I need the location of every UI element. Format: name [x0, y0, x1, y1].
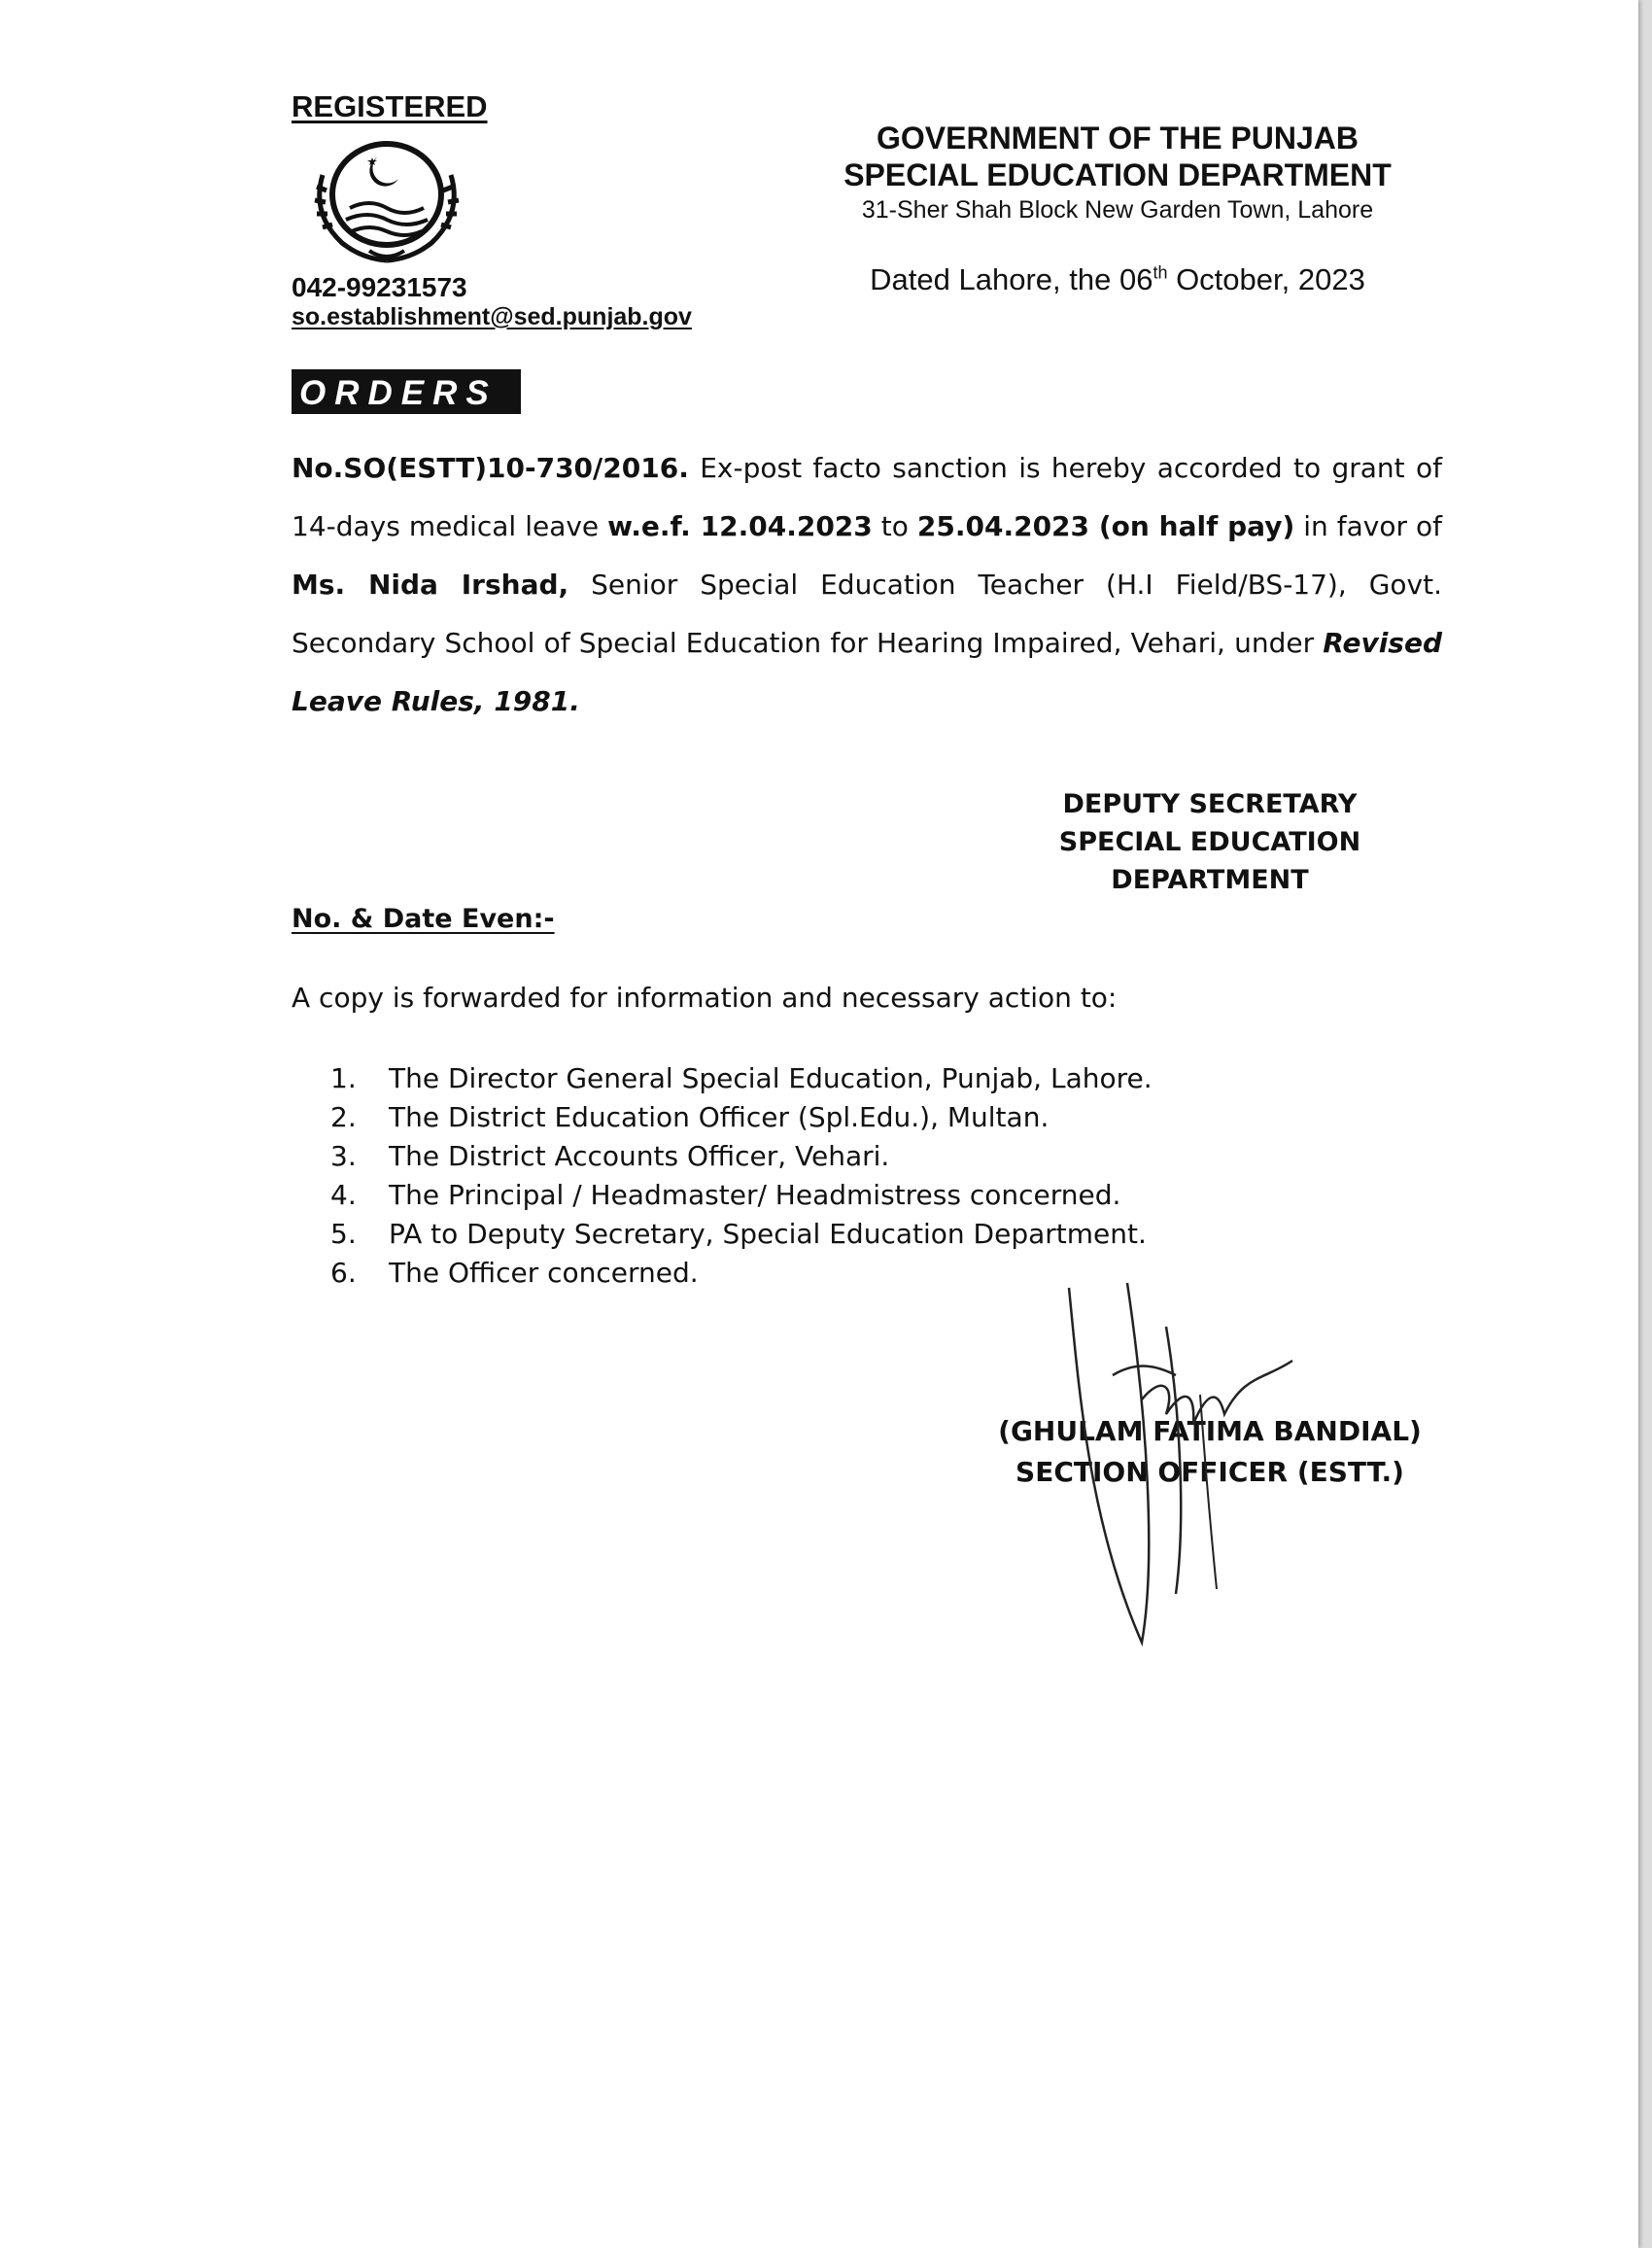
order-text-1: Ex-post facto sanction is hereby accorded to grant of 14-days medical leave: [292, 452, 1442, 542]
order-body: [292, 439, 1442, 731]
list-item: [330, 1215, 1153, 1254]
list-item-number: 6.: [330, 1257, 357, 1289]
order-wef: w.e.f. 12.04.2023: [607, 510, 873, 542]
list-item: [330, 1059, 1153, 1098]
punjab-emblem-icon: [301, 136, 472, 272]
list-item-number: 4.: [330, 1179, 357, 1211]
no-date-even: No. & Date Even:-: [292, 904, 555, 934]
list-item-text: The Principal / Headmaster/ Headmistress concerned.: [389, 1179, 1121, 1211]
list-item-text: The Director General Special Education, Punjab, Lahore.: [389, 1062, 1153, 1094]
department-heading: SPECIAL EDUCATION DEPARTMENT: [843, 157, 1392, 192]
order-text-to: to: [872, 510, 917, 542]
dated-superscript: th: [1153, 262, 1168, 283]
list-item: [330, 1098, 1153, 1137]
handwritten-signature: [1050, 1268, 1312, 1657]
section-officer-name: (GHULAM FATIMA BANDIAL): [998, 1415, 1422, 1447]
recipient-list: [330, 1059, 1153, 1293]
list-item-number: 5.: [330, 1218, 357, 1250]
deputy-secretary-line-3: DEPARTMENT: [1111, 865, 1309, 895]
deputy-secretary-block: [1020, 785, 1399, 899]
list-item-number: 2.: [330, 1101, 357, 1133]
list-item-number: 1.: [330, 1062, 357, 1094]
government-heading: GOVERNMENT OF THE PUNJAB: [876, 121, 1359, 156]
order-ref-no: No.SO(ESTT)10-730/2016.: [292, 452, 689, 484]
deputy-secretary-line-2: SPECIAL EDUCATION: [1058, 827, 1361, 857]
dated-line: [807, 262, 1428, 297]
list-item: [330, 1176, 1153, 1215]
list-item: [330, 1254, 1153, 1293]
list-item-text: The Officer concerned.: [389, 1257, 699, 1289]
list-item-text: PA to Deputy Secretary, Special Education Department.: [389, 1218, 1147, 1250]
list-item-text: The District Education Officer (Spl.Edu.), Multan.: [389, 1101, 1050, 1133]
orders-heading: ORDERS: [292, 369, 521, 414]
section-officer-title: SECTION OFFICER (ESTT.): [1015, 1456, 1404, 1488]
dated-prefix: Dated Lahore, the 06: [870, 262, 1153, 296]
list-item-number: 3.: [330, 1140, 357, 1172]
order-employee-name: Ms. Nida Irshad,: [292, 569, 569, 601]
deputy-secretary-line-1: DEPUTY SECRETARY: [1062, 789, 1358, 819]
registered-label: REGISTERED: [292, 89, 488, 123]
department-address: 31-Sher Shah Block New Garden Town, Lahore: [861, 196, 1374, 224]
order-end-date: 25.04.2023 (on half pay): [916, 510, 1295, 542]
phone-number: 042-99231573: [292, 272, 467, 302]
list-item: [330, 1137, 1153, 1176]
dated-suffix: October, 2023: [1167, 262, 1365, 296]
order-text-3: Senior Special Education Teacher (H.I Field/BS-17), Govt. Secondary School of Special Education for Hearing Impaired, Vehari, under: [292, 569, 1442, 659]
copy-forward-intro: A copy is forwarded for information and necessary action to:: [292, 982, 1118, 1014]
order-text-2: in favor of: [1294, 510, 1442, 542]
order-rules: Revised Leave Rules, 1981.: [292, 627, 1442, 717]
list-item-text: The District Accounts Officer, Vehari.: [389, 1140, 890, 1172]
email-address[interactable]: so.establishment@sed.punjab.gov: [292, 303, 692, 330]
